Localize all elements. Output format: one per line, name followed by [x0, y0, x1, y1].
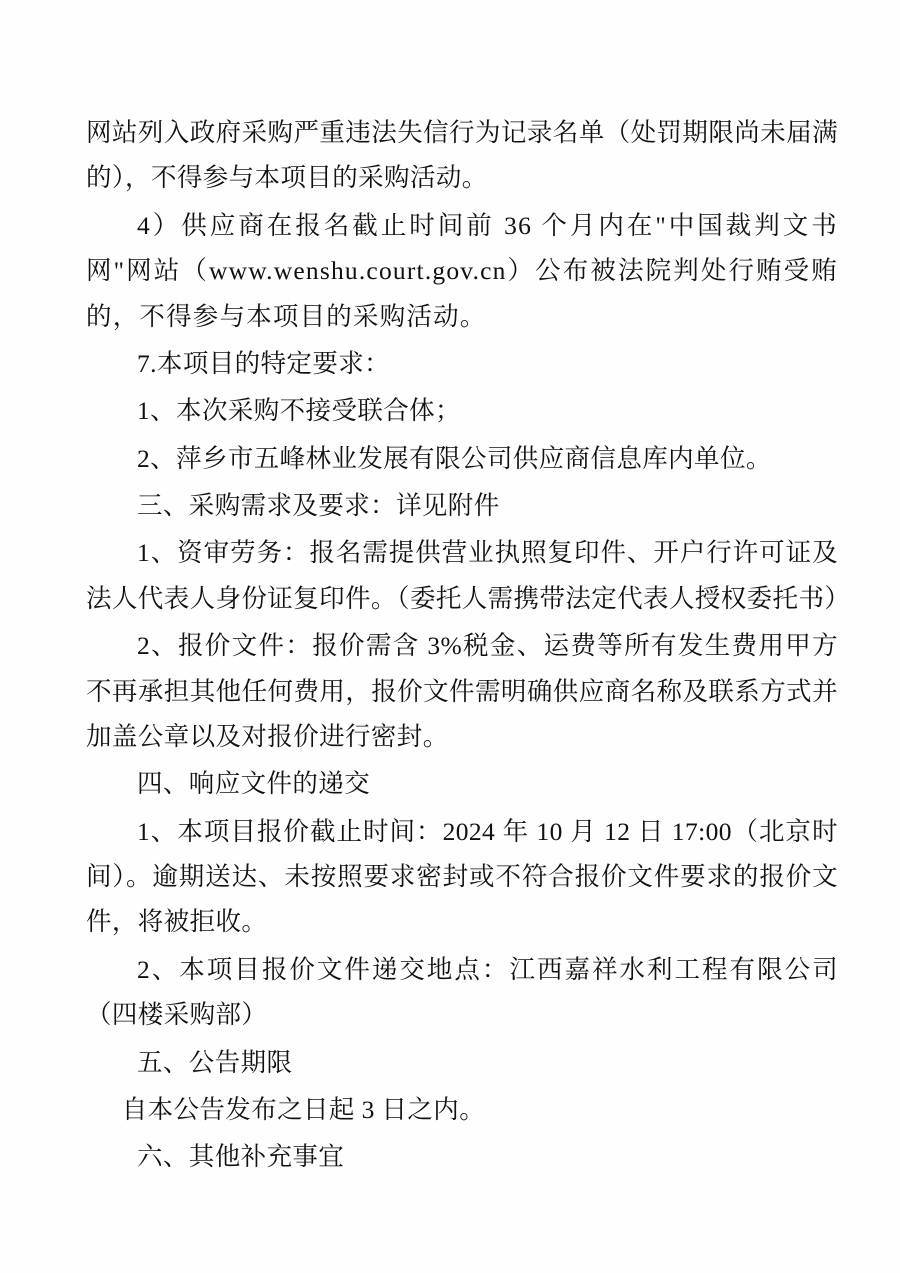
paragraph-section-6-other: 六、其他补充事宜 — [137, 1142, 345, 1172]
paragraph-section-3-requirements: 三、采购需求及要求：详见附件 — [137, 491, 500, 520]
paragraph-3-2-quotation-file: 2、报价文件：报价需含 3%税金、运费等所有发生费用甲方不再承担其他任何费用，报价文件需明确供应商名称及联系方式并加盖公章以及对报价进行密封。 — [86, 631, 838, 751]
paragraph-4-2-location: 2、本项目报价文件递交地点：江西嘉祥水利工程有限公司（四楼采购部） — [86, 954, 838, 1030]
paragraph-7-1-no-consortium: 1、本次采购不接受联合体； — [137, 396, 461, 426]
paragraph-7-2-supplier-database: 2、萍乡市五峰林业发展有限公司供应商信息库内单位。 — [137, 443, 772, 473]
paragraph-4-1-deadline: 1、本项目报价截止时间：2024 年 10 月 12 日 17:00（北京时间）。逾期送达、未按照要求密封或不符合报价文件要求的报价文件，将被拒收。 — [86, 816, 838, 937]
document-body — [86, 110, 851, 1180]
paragraph-7-special-requirements: 7.本项目的特定要求： — [137, 348, 391, 378]
paragraph-3-1-qualification: 1、资审劳务：报名需提供营业执照复印件、开户行许可证及法人代表人身份证复印件。（委托人需携带法定代表人授权委托书） — [86, 538, 851, 613]
paragraph-item-4-wenshu: 4）供应商在报名截止时间前 36 个月内在"中国裁判文书网"网站（www.wenshu.court.gov.cn）公布被法院判处行贿受贿的，不得参与本项目的采购活动。 — [86, 210, 838, 331]
paragraph-continued-blacklist: 网站列入政府采购严重违法失信行为记录名单（处罚期限尚未届满的），不得参与本项目的采购活动。 — [86, 118, 838, 193]
paragraph-section-4-submission: 四、响应文件的递交 — [137, 769, 371, 799]
paragraph-section-5-notice-period: 五、公告期限 — [137, 1047, 293, 1077]
paragraph-5-1-three-days: 自本公告发布之日起 3 日之内。 — [121, 1094, 486, 1124]
